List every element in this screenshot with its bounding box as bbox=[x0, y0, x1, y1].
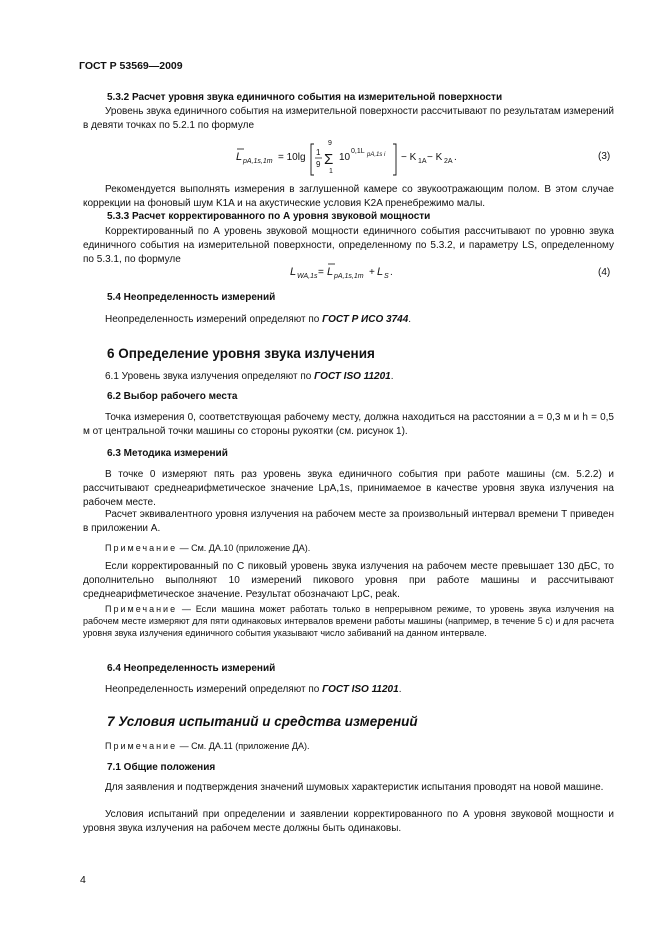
svg-text:=: = bbox=[318, 267, 324, 278]
section-5-4-text-prefix: Неопределенность измерений определяют по bbox=[105, 314, 323, 325]
svg-text:1: 1 bbox=[329, 168, 333, 175]
section-6-4-suffix: . bbox=[398, 684, 402, 695]
page-number: 4 bbox=[80, 874, 86, 886]
svg-text:L: L bbox=[236, 151, 243, 163]
svg-text:WA,1s: WA,1s bbox=[297, 273, 318, 280]
section-5-3-2-para-1: Уровень звука единичного события на измерительной поверхности рассчитывают по результатам измерений в девяти точках по 5.2.1 по формуле bbox=[83, 106, 614, 131]
svg-text:.: . bbox=[454, 152, 457, 163]
note-label: Примечание bbox=[105, 741, 178, 751]
section-7-heading: 7 Условия испытаний и средства измерений bbox=[107, 714, 418, 729]
section-5-3-3-heading: 5.3.3 Расчет корректированного по А уровня звуковой мощности bbox=[107, 211, 431, 222]
section-6-4-heading: 6.4 Неопределенность измерений bbox=[107, 663, 276, 674]
svg-text:S: S bbox=[384, 273, 389, 280]
svg-text:− K: − K bbox=[401, 152, 417, 163]
section-5-3-2-para-2: Рекомендуется выполнять измерения в заглушенной камере со звукоотражающим полом. В этом случае коррекции на фоновый шум K1A и на акустические условия K2A пренебрежимо малы. bbox=[83, 184, 614, 209]
section-6-2-heading: 6.2 Выбор рабочего места bbox=[107, 391, 238, 402]
section-5-4-text-suffix: . bbox=[408, 314, 412, 325]
reference-gost-11201: ГОСТ ISO 11201 bbox=[314, 371, 391, 382]
svg-text:9: 9 bbox=[328, 140, 332, 147]
svg-text:pA,1s,1m: pA,1s,1m bbox=[334, 273, 364, 280]
section-6-heading: 6 Определение уровня звука излучения bbox=[107, 346, 375, 361]
svg-text:pA,1s,1m: pA,1s,1m bbox=[243, 158, 273, 165]
section-6-3-heading: 6.3 Методика измерений bbox=[107, 448, 228, 459]
section-7-1-para-1: Для заявления и подтверждения значений шумовых характеристик испытания проводят на новой машине. bbox=[105, 782, 604, 793]
svg-text:1: 1 bbox=[316, 148, 321, 157]
svg-text:0,1L: 0,1L bbox=[351, 148, 365, 155]
reference-gost-11201-b: ГОСТ ISO 11201 bbox=[322, 684, 399, 695]
note-text: — См. ДА.11 (приложение ДА). bbox=[179, 741, 310, 751]
formula-4-number: (4) bbox=[598, 267, 611, 278]
formula-4-graphic bbox=[290, 262, 410, 284]
section-6-1-text bbox=[83, 370, 614, 384]
formula-3-number: (3) bbox=[598, 151, 611, 162]
section-6-3-para-3: Если корректированный по C пиковый уровень звука излучения на рабочем месте превышает 130 дБC, то дополнительно выполняют 10 измерений пикового уровня при работе машины и рассчитывают среднеарифметическое значение. Результат обозначают LpC, peak. bbox=[83, 561, 614, 600]
note-7 bbox=[83, 740, 614, 752]
svg-text:+: + bbox=[369, 267, 375, 278]
section-6-3-para-2: Расчет эквивалентного уровня излучения на рабочем месте за произвольный интервал времени T приведен в приложении А. bbox=[83, 509, 614, 534]
note-label: Примечание bbox=[105, 604, 178, 614]
svg-text:pA,1s i: pA,1s i bbox=[367, 152, 386, 158]
svg-text:10: 10 bbox=[339, 152, 351, 163]
document-header: ГОСТ Р 53569—2009 bbox=[79, 60, 183, 72]
section-5-4-heading: 5.4 Неопределенность измерений bbox=[107, 292, 276, 303]
note-6-3-1 bbox=[83, 542, 614, 554]
svg-text:.: . bbox=[390, 267, 393, 278]
section-7-1-heading: 7.1 Общие положения bbox=[107, 762, 216, 773]
section-6-1-suffix: . bbox=[390, 371, 394, 382]
formula-4 bbox=[290, 262, 410, 287]
svg-text:= 10lg: = 10lg bbox=[278, 152, 306, 163]
svg-text:L: L bbox=[290, 266, 297, 278]
svg-text:L: L bbox=[327, 266, 334, 278]
svg-text:9: 9 bbox=[316, 160, 321, 169]
section-7-1-para-2: Условия испытаний при определении и заявлении корректированного по А уровня звуковой мощности и уровня звука излучения на рабочем месте должны быть одинаковы. bbox=[83, 809, 614, 834]
formula-3-graphic bbox=[236, 135, 466, 185]
svg-text:L: L bbox=[377, 266, 384, 278]
section-5-3-2-heading: 5.3.2 Расчет уровня звука единичного события на измерительной поверхности bbox=[107, 92, 503, 103]
reference-gost-3744: ГОСТ Р ИСО 3744 bbox=[322, 314, 409, 325]
svg-text:Σ: Σ bbox=[324, 151, 334, 168]
svg-text:− K: − K bbox=[427, 152, 443, 163]
section-6-1-prefix: 6.1 Уровень звука излучения определяют по bbox=[105, 371, 315, 382]
section-6-4-text bbox=[83, 683, 614, 697]
section-6-3-para-1: В точке 0 измеряют пять раз уровень звука единичного события при работе машины (см. 5.2.2) и рассчитывают среднеарифметическое значение LpA,1s, принимаемое в качестве уровня звука излучения на рабочем месте. bbox=[83, 469, 614, 508]
section-6-2-text: Точка измерения 0, соответствующая рабочему месту, должна находиться на расстоянии a = 0,3 м и h = 0,5 м от центральной точки машины со стороны рукоятки (см. рисунок 1). bbox=[83, 412, 614, 437]
formula-3 bbox=[236, 135, 466, 188]
section-5-4-text bbox=[83, 313, 614, 327]
note-text: — См. ДА.10 (приложение ДА). bbox=[179, 543, 311, 553]
svg-text:1A: 1A bbox=[418, 158, 427, 165]
section-5-3-3-para-1: Корректированный по А уровень звуковой мощности единичного события рассчитывают по уровню звука единичного события на измерительной поверхности, определенному по 5.3.2, и параметру LS, определенному по 5.3.1, по формуле bbox=[83, 226, 614, 265]
svg-text:2A: 2A bbox=[444, 158, 453, 165]
note-text: — Если машина может работать только в непрерывном режиме, то уровень звука излучения на рабочем месте измеряют для пяти одинаковых интервалов времени работы машины (например, в течение 5 с) и для расчета уровня звука излучения единичного события указывают число забиваний на данном интервале. bbox=[83, 604, 614, 638]
section-6-4-prefix: Неопределенность измерений определяют по bbox=[105, 684, 323, 695]
note-label: Примечание bbox=[105, 543, 178, 553]
note-6-3-2 bbox=[83, 603, 614, 639]
